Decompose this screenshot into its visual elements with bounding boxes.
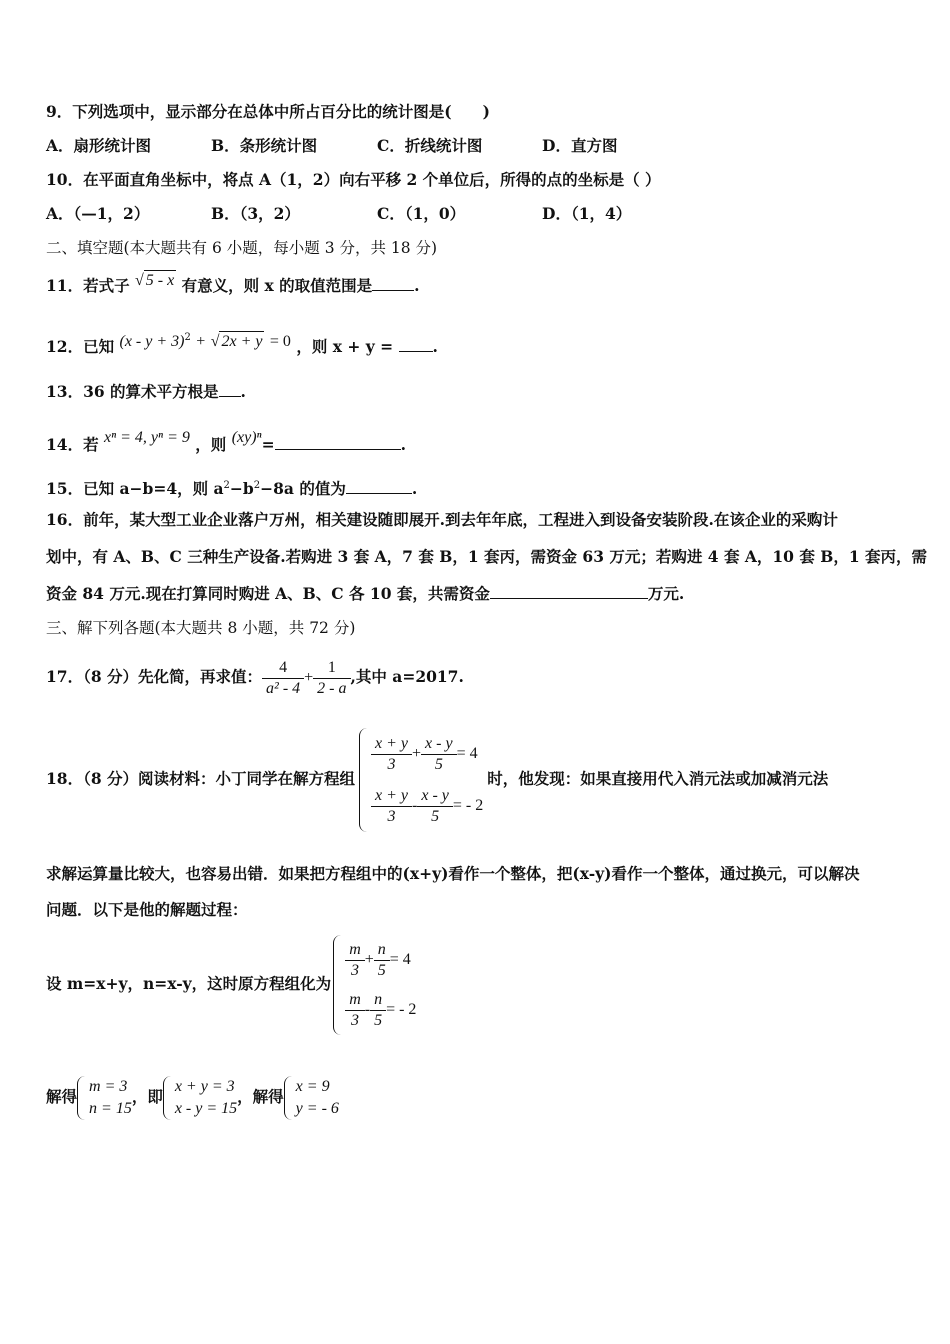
- q18-s2r2-den1: 3: [350, 1011, 359, 1029]
- q10-options: [46, 204, 631, 224]
- q10-option-c: C．（1，0）: [377, 204, 466, 223]
- q18-system-1-row-1: [371, 728, 483, 780]
- q15-sup-b: 2: [253, 480, 261, 491]
- q18-sol1-row-1: m = 3: [89, 1078, 128, 1095]
- q18-system-2-brace: [333, 935, 342, 1035]
- q18-line-3: 问题．以下是他的解题过程：: [46, 900, 248, 919]
- q17: [46, 646, 464, 708]
- q12: [46, 328, 438, 357]
- q15: [46, 476, 417, 499]
- q17-fraction-1: [262, 658, 304, 699]
- q18-solution-prefix: 解得: [46, 1087, 78, 1106]
- q16-line-3-prefix: 资金 84 万元.现在打算同时购进 A、B、C 各 10 套，共需资金: [46, 584, 490, 603]
- q13-text: 13．36 的算术平方根是: [46, 382, 219, 401]
- q18-substitution: [46, 934, 416, 1034]
- q18-system-1-row-2: [371, 780, 483, 832]
- q17-f1-numerator: 4: [262, 658, 304, 679]
- q18-r2-num1: x + y: [371, 786, 412, 807]
- q18-intro: [46, 726, 828, 832]
- q12-mid: ，则 x + y =: [296, 337, 394, 357]
- q18-solution-system-2: [163, 1076, 237, 1120]
- q12-condition: $(x - y + 3)^2$ + √ 2x + y = 0: [119, 332, 291, 351]
- q18-solution: [46, 1068, 339, 1126]
- q17-f2-denominator: 2 - a: [317, 679, 347, 697]
- q11-sqrt: √ 5 - x: [134, 272, 175, 289]
- q18-s2r2-num1: m: [345, 990, 365, 1011]
- q18-r2-den2: 5: [431, 807, 440, 825]
- q14: [46, 428, 406, 455]
- q17-f2-numerator: 1: [313, 658, 350, 679]
- q12-plus: +: [196, 333, 206, 351]
- q14-answer-blank: [275, 435, 401, 450]
- q16-line-3-suffix: 万元.: [647, 584, 685, 603]
- q18-s2r1-num2: n: [374, 940, 390, 961]
- q18-s2r1-den2: 5: [377, 961, 386, 979]
- q17-f1-denominator: a² - 4: [266, 679, 301, 697]
- q18-r1-rhs: = 4: [456, 745, 478, 762]
- q15-sup-a: 2: [223, 480, 230, 491]
- q11-suffix: 有意义，则 x 的取值范围是: [181, 276, 373, 295]
- q14-period: .: [400, 435, 406, 454]
- section-3-title: 三、解下列各题(本大题共 8 小题，共 72 分): [46, 619, 356, 637]
- q9-option-a: A．扇形统计图: [46, 136, 152, 155]
- q14-mid: ，则: [195, 435, 227, 454]
- section-2-title: 二、填空题(本大题共有 6 小题，每小题 3 分，共 18 分): [46, 239, 438, 257]
- q18-s2r1-den1: 3: [350, 961, 359, 979]
- q18-solution-mid-2: ，解得: [237, 1087, 284, 1106]
- q18-r1-op: +: [412, 745, 422, 762]
- q18-line-2: 求解运算量比较大，也容易出错．如果把方程组中的(x+y)看作一个整体，把(x-y)看作一个整体，通过换元，可以解决: [46, 864, 860, 883]
- q14-condition: xⁿ = 4, yⁿ = 9: [103, 429, 190, 446]
- q14-prefix: 14．若: [46, 435, 99, 454]
- q18-s2r1-num1: m: [345, 940, 365, 961]
- q12-equals: = 0: [269, 333, 291, 351]
- q12-prefix: 12．已知: [46, 337, 115, 357]
- q18-system-2-row-1: [345, 935, 416, 985]
- q14-expression: (xy)ⁿ: [231, 429, 262, 446]
- q15-answer-blank: [346, 479, 412, 494]
- q17-plus: +: [304, 669, 314, 686]
- q16-line-3: [46, 584, 684, 604]
- q12-period: .: [432, 337, 438, 357]
- q18-s2r1-op: +: [364, 951, 374, 968]
- q14-equals: =: [261, 435, 275, 454]
- q18-system-1-brace: [359, 728, 368, 832]
- q10-option-b: B．（3，2）: [211, 204, 300, 223]
- q18-system-1: [359, 728, 483, 832]
- q18-sol3-row-2: y = - 6: [295, 1100, 339, 1117]
- q18-sol3-row-1: x = 9: [295, 1078, 330, 1095]
- q12-expr1: (x - y + 3): [119, 333, 185, 351]
- q18-s2r2-rhs: = - 2: [386, 1001, 417, 1018]
- q18-system-2-row-2: [345, 985, 416, 1035]
- q15-period: .: [411, 479, 418, 499]
- q18-r2-num2: x - y: [417, 786, 453, 807]
- q9-option-d: D．直方图: [542, 136, 618, 155]
- q16-line-2: 划中，有 A、B、C 三种生产设备.若购进 3 套 A，7 套 B，1 套丙，需资金 63 万元；若购进 4 套 A，10 套 B，1 套丙，需: [46, 547, 928, 566]
- q9-option-c: C．折线统计图: [377, 136, 483, 155]
- q13-period: .: [240, 382, 246, 401]
- q18-r1-den2: 5: [434, 755, 443, 773]
- q15-mid2: −8a 的值为: [260, 479, 346, 499]
- q18-s2r2-den2: 5: [374, 1011, 383, 1029]
- q18-r1-den1: 3: [387, 755, 396, 773]
- q10-option-d: D．（1，4）: [542, 204, 632, 223]
- q18-s2r1-rhs: = 4: [389, 951, 411, 968]
- q18-r1-num2: x - y: [421, 734, 457, 755]
- q10-stem: 10．在平面直角坐标中，将点 A（1，2）向右平移 2 个单位后，所得的点的坐标是（ ）: [46, 170, 661, 189]
- q16-line-1: 16．前年，某大型工业企业落户万州，相关建设随即展开.到去年年底，工程进入到设备安装阶段.在该企业的采购计: [46, 510, 838, 529]
- q18-sol1-brace: [77, 1076, 86, 1120]
- q18-r2-op: -: [412, 797, 418, 814]
- q9-options: [46, 136, 617, 156]
- q12-radicand: 2x + y: [221, 333, 263, 351]
- q18-r1-num1: x + y: [371, 734, 412, 755]
- q9-option-b: B．条形统计图: [211, 136, 318, 155]
- q11-period: .: [414, 276, 420, 295]
- q18-prefix: 18．（8 分）阅读材料：小丁同学在解方程组: [46, 769, 356, 788]
- q12-answer-blank: [399, 337, 433, 352]
- q18-sol2-row-2: x - y = 15: [174, 1100, 238, 1117]
- q18-solution-system-3: [284, 1076, 339, 1120]
- q18-sol1-row-2: n = 15: [89, 1100, 132, 1117]
- q18-solution-mid: ，即: [131, 1087, 163, 1106]
- q18-sol2-row-1: x + y = 3: [174, 1078, 235, 1095]
- q10-option-a: A．（—1，2）: [46, 204, 150, 223]
- q15-prefix: 15．已知 a−b=4，则 a: [46, 479, 224, 499]
- q16-answer-blank: [490, 584, 648, 599]
- q9-stem: 9．下列选项中，显示部分在总体中所占百分比的统计图是( ): [46, 102, 490, 121]
- q18-substitution-text: 设 m=x+y，n=x-y，这时原方程组化为: [46, 974, 332, 993]
- q11-radicand: 5 - x: [145, 272, 175, 289]
- q18-sol3-brace: [284, 1076, 293, 1120]
- q11-prefix: 11．若式子: [46, 276, 130, 295]
- q18-sol2-brace: [163, 1076, 172, 1120]
- q18-suffix: 时，他发现：如果直接用代入消元法或加减消元法: [487, 769, 829, 788]
- q18-r2-rhs: = - 2: [452, 797, 484, 814]
- q18-r2-den1: 3: [387, 807, 396, 825]
- q11: [46, 270, 420, 296]
- q18-s2r2-num2: n: [370, 990, 386, 1011]
- q17-prefix: 17．（8 分）先化简，再求值：: [46, 667, 263, 686]
- q15-mid1: −b: [229, 479, 254, 499]
- q17-fraction-2: [313, 658, 350, 699]
- q12-exponent: 2: [184, 332, 191, 343]
- q18-s2r2-op: -: [364, 1001, 371, 1018]
- q17-suffix: ,其中 a=2017.: [350, 667, 464, 686]
- q18-solution-system-1: [77, 1076, 132, 1120]
- q18-system-2: [333, 935, 416, 1035]
- q13-answer-blank: [219, 382, 241, 397]
- q11-answer-blank: [372, 276, 414, 291]
- q13: [46, 382, 246, 402]
